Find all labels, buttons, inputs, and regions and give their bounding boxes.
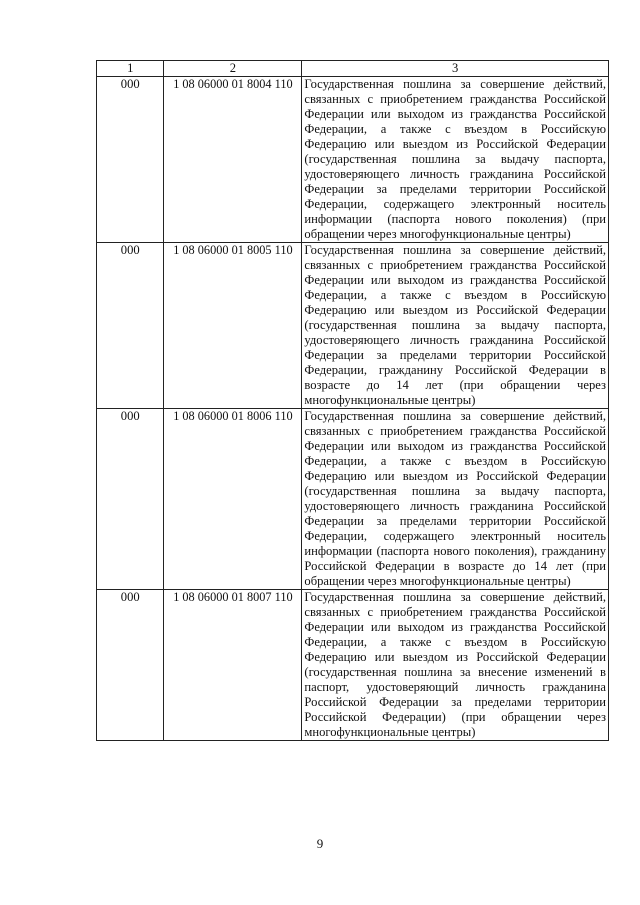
table-row xyxy=(97,77,609,243)
fee-codes-table xyxy=(96,60,609,741)
column-header-2: 2 xyxy=(164,61,302,77)
budget-code-cell: 1 08 06000 01 8004 110 xyxy=(164,77,302,243)
description-cell: Государственная пошлина за совершение действий, связанных с приобретением гражданства Российской Федерации или выходом из гражданства Российской Федерации, а также с въездом в Российскую Федерацию или выездом из Российской Федерации (государственная пошлина за выдачу паспорта, удостоверяющего личность гражданина Российской Федерации за пределами территории Российской Федерации, содержащего электронный носитель информации (паспорта нового поколения) (при обращении через многофункциональные центры) xyxy=(302,77,609,243)
budget-code-cell: 1 08 06000 01 8005 110 xyxy=(164,243,302,409)
admin-code-cell: 000 xyxy=(97,243,164,409)
admin-code-cell: 000 xyxy=(97,590,164,741)
page-number: 9 xyxy=(316,836,324,851)
description-cell: Государственная пошлина за совершение действий, связанных с приобретением гражданства Российской Федерации или выходом из гражданства Российской Федерации, а также с въездом в Российскую Федерацию или выездом из Российской Федерации (государственная пошлина за выдачу паспорта, удостоверяющего личность гражданина Российской Федерации за пределами территории Российской Федерации, содержащего электронный носитель информации (паспорта нового поколения), гражданину Российской Федерации в возрасте до 14 лет (при обращении через многофункциональные центры) xyxy=(302,409,609,590)
header-row xyxy=(97,61,609,77)
column-header-3: 3 xyxy=(302,61,609,77)
description-cell: Государственная пошлина за совершение действий, связанных с приобретением гражданства Российской Федерации или выходом из гражданства Российской Федерации, а также с въездом в Российскую Федерацию или выездом из Российской Федерации (государственная пошлина за выдачу паспорта, удостоверяющего личность гражданина Российской Федерации за пределами территории Российской Федерации, гражданину Российской Федерации в возрасте до 14 лет (при обращении через многофункциональные центры) xyxy=(302,243,609,409)
admin-code-cell: 000 xyxy=(97,409,164,590)
column-header-1: 1 xyxy=(97,61,164,77)
budget-code-cell: 1 08 06000 01 8006 110 xyxy=(164,409,302,590)
admin-code-cell: 000 xyxy=(97,77,164,243)
table-row xyxy=(97,409,609,590)
budget-code-cell: 1 08 06000 01 8007 110 xyxy=(164,590,302,741)
table-row xyxy=(97,590,609,741)
table-row xyxy=(97,243,609,409)
description-cell: Государственная пошлина за совершение действий, связанных с приобретением гражданства Российской Федерации или выходом из гражданства Российской Федерации, а также с въездом в Российскую Федерацию или выездом из Российской Федерации (государственная пошлина за внесение изменений в паспорт, удостоверяющий личность гражданина Российской Федерации за пределами территории Российской Федерации) (при обращении через многофункциональные центры) xyxy=(302,590,609,741)
